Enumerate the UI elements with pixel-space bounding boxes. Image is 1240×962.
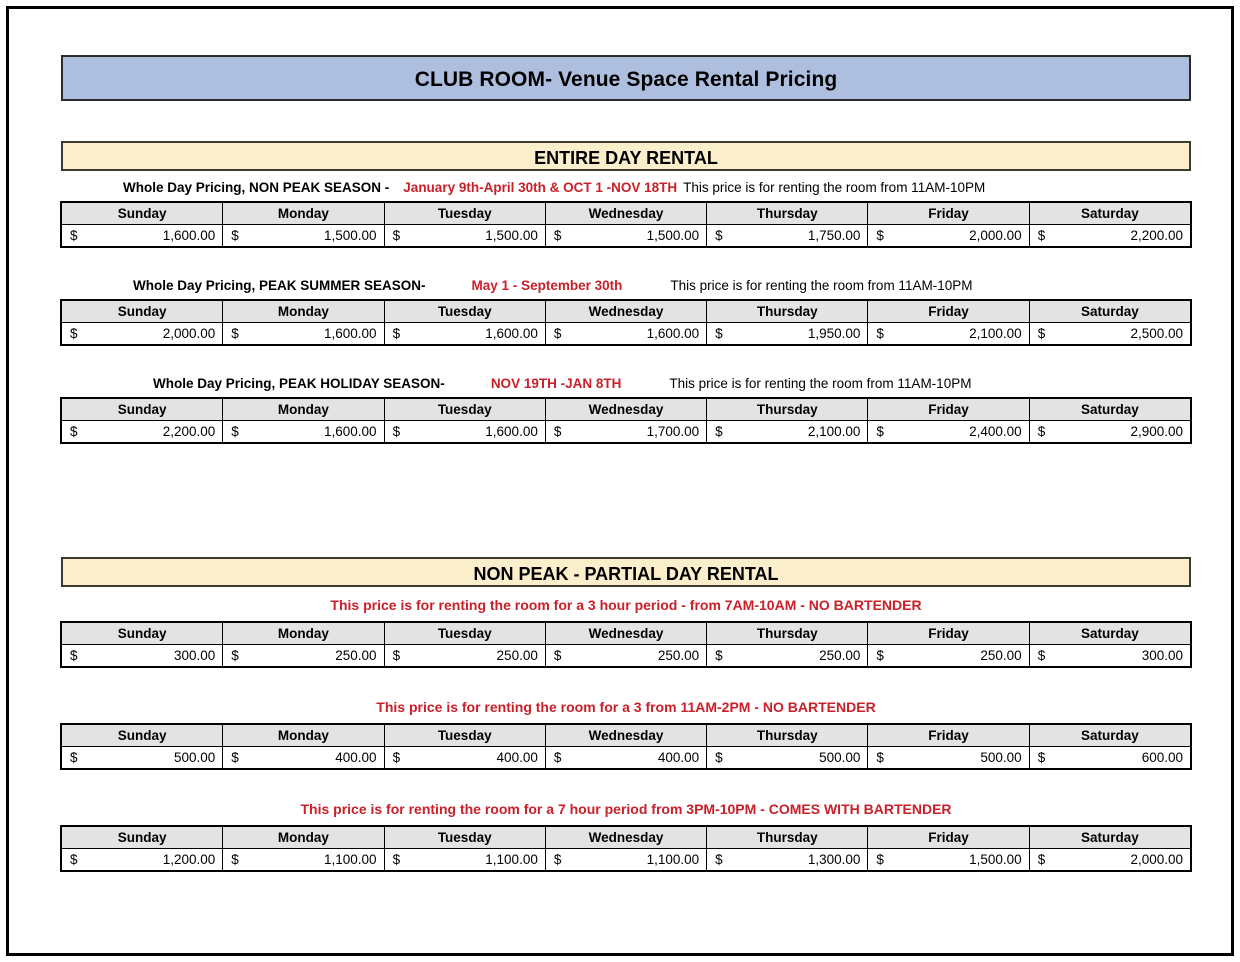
price-cell-wednesday [545,747,706,769]
currency-symbol: $ [70,326,78,341]
price-cell-friday [868,645,1029,667]
price-cell-sunday [62,225,223,247]
currency-symbol: $ [70,852,78,867]
table-header-row [62,301,1191,323]
table-header-row [62,399,1191,421]
table-header-row [62,623,1191,645]
column-header-tuesday: Tuesday [384,203,545,225]
price-amount: 500.00 [173,750,216,765]
document-title-banner: CLUB ROOM- Venue Space Rental Pricing [61,55,1191,101]
column-header-sunday: Sunday [62,725,223,747]
column-header-monday: Monday [223,725,384,747]
currency-symbol: $ [1037,424,1046,439]
section-header-non-peak-partial-day-rental: NON PEAK - PARTIAL DAY RENTAL [61,557,1191,587]
column-header-thursday: Thursday [707,623,868,645]
column-header-saturday: Saturday [1029,203,1190,225]
caption-label: Whole Day Pricing, PEAK SUMMER SEASON- [133,278,426,293]
currency-symbol: $ [70,648,78,663]
caption-label: Whole Day Pricing, PEAK HOLIDAY SEASON- [153,376,445,391]
price-cell-monday [223,747,384,769]
currency-symbol: $ [231,326,239,341]
price-amount: 250.00 [980,648,1022,663]
price-amount: 1,100.00 [646,852,700,867]
price-cell-monday [223,645,384,667]
caption-partial-11am-2pm: This price is for renting the room for a 3 from 11AM-2PM - NO BARTENDER [376,699,876,715]
price-cell-friday [868,849,1029,871]
spacer [61,769,1191,791]
currency-symbol: $ [553,228,562,243]
price-amount: 2,900.00 [1130,424,1183,439]
table-row [62,747,1191,769]
price-amount: 400.00 [335,750,377,765]
caption-partial-3pm-10pm: This price is for renting the room for a 7 hour period from 3PM-10PM - COMES WITH BARTENDER [300,801,952,817]
column-header-sunday: Sunday [62,827,223,849]
document-page [6,6,1234,956]
currency-symbol: $ [1037,228,1046,243]
price-cell-tuesday [384,747,545,769]
spacer [61,101,1191,141]
price-amount: 1,600.00 [324,424,377,439]
currency-symbol: $ [876,750,884,765]
currency-symbol: $ [231,228,239,243]
caption-note: This price is for renting the room from 11AM-10PM [669,376,972,391]
column-header-wednesday: Wednesday [545,623,706,645]
price-cell-wednesday [545,421,706,443]
price-table-partial-3pm-10pm [61,826,1191,871]
price-amount: 250.00 [335,648,377,663]
price-amount: 250.00 [657,648,700,663]
currency-symbol: $ [392,750,401,765]
price-cell-tuesday [384,225,545,247]
price-cell-friday [868,323,1029,345]
currency-symbol: $ [1037,326,1046,341]
price-cell-sunday [62,849,223,871]
currency-symbol: $ [70,228,78,243]
price-amount: 1,700.00 [646,424,700,439]
price-cell-tuesday [384,421,545,443]
column-header-tuesday: Tuesday [384,301,545,323]
currency-symbol: $ [392,424,401,439]
caption-peak-summer-season [61,269,1191,300]
currency-symbol: $ [715,648,723,663]
table-header-row [62,725,1191,747]
column-header-sunday: Sunday [62,623,223,645]
price-cell-wednesday [545,225,706,247]
column-header-monday: Monday [223,301,384,323]
column-header-friday: Friday [868,301,1029,323]
caption-non-peak-season [61,171,1191,202]
column-header-monday: Monday [223,399,384,421]
price-amount: 2,000.00 [1130,852,1183,867]
column-header-thursday: Thursday [707,203,868,225]
price-amount: 1,300.00 [807,852,861,867]
price-cell-monday [223,849,384,871]
column-header-tuesday: Tuesday [384,623,545,645]
caption-dates: NOV 19TH -JAN 8TH [490,376,622,391]
price-cell-saturday [1029,225,1190,247]
caption-label: Whole Day Pricing, NON PEAK SEASON - [123,180,390,195]
price-amount: 250.00 [819,648,861,663]
price-amount: 1,100.00 [324,852,377,867]
currency-symbol: $ [553,648,562,663]
price-cell-saturday [1029,421,1190,443]
caption-dates: January 9th-April 30th & OCT 1 -NOV 18TH [403,180,678,195]
caption-peak-holiday-season [61,367,1191,398]
price-cell-monday [223,421,384,443]
currency-symbol: $ [231,750,239,765]
price-table-peak-holiday-season [61,398,1191,443]
currency-symbol: $ [553,750,562,765]
currency-symbol: $ [876,326,884,341]
currency-symbol: $ [876,228,884,243]
column-header-wednesday: Wednesday [545,203,706,225]
price-cell-thursday [707,323,868,345]
price-amount: 500.00 [980,750,1022,765]
column-header-monday: Monday [223,203,384,225]
price-cell-wednesday [545,849,706,871]
table-header-row [62,203,1191,225]
price-amount: 300.00 [173,648,216,663]
spacer [61,667,1191,689]
price-table-partial-7am-10am [61,622,1191,667]
table-row [62,421,1191,443]
column-header-tuesday: Tuesday [384,827,545,849]
price-cell-tuesday [384,645,545,667]
currency-symbol: $ [876,648,884,663]
column-header-monday: Monday [223,827,384,849]
currency-symbol: $ [876,852,884,867]
spacer [61,247,1191,269]
pricing-sheet [61,55,1191,871]
price-amount: 1,600.00 [324,326,377,341]
price-amount: 400.00 [657,750,700,765]
currency-symbol: $ [392,852,401,867]
price-amount: 1,200.00 [162,852,216,867]
price-cell-sunday [62,421,223,443]
price-cell-saturday [1029,849,1190,871]
section-header-entire-day-rental: ENTIRE DAY RENTAL [61,141,1191,171]
column-header-monday: Monday [223,623,384,645]
currency-symbol: $ [1037,750,1046,765]
price-cell-thursday [707,225,868,247]
spacer [61,345,1191,367]
price-amount: 2,500.00 [1130,326,1183,341]
price-amount: 400.00 [496,750,538,765]
price-amount: 500.00 [819,750,861,765]
price-cell-monday [223,225,384,247]
price-cell-saturday [1029,747,1190,769]
price-amount: 1,500.00 [324,228,377,243]
price-amount: 1,600.00 [646,326,700,341]
price-amount: 1,500.00 [646,228,700,243]
column-header-friday: Friday [868,203,1029,225]
table-row [62,849,1191,871]
currency-symbol: $ [715,852,723,867]
price-cell-thursday [707,747,868,769]
price-cell-friday [868,225,1029,247]
price-amount: 1,500.00 [485,228,538,243]
currency-symbol: $ [231,424,239,439]
column-header-wednesday: Wednesday [545,399,706,421]
currency-symbol: $ [715,326,723,341]
price-cell-saturday [1029,323,1190,345]
price-cell-wednesday [545,323,706,345]
price-amount: 2,400.00 [969,424,1022,439]
currency-symbol: $ [231,648,239,663]
column-header-friday: Friday [868,399,1029,421]
currency-symbol: $ [392,648,401,663]
price-amount: 2,000.00 [969,228,1022,243]
currency-symbol: $ [1037,852,1046,867]
column-header-thursday: Thursday [707,301,868,323]
price-amount: 1,750.00 [807,228,861,243]
price-amount: 1,600.00 [485,424,538,439]
price-amount: 1,950.00 [807,326,861,341]
caption-partial-7am-10am: This price is for renting the room for a 3 hour period - from 7AM-10AM - NO BARTENDER [330,597,922,613]
currency-symbol: $ [553,852,562,867]
column-header-saturday: Saturday [1029,399,1190,421]
price-amount: 2,000.00 [162,326,216,341]
price-amount: 2,100.00 [807,424,861,439]
caption-note: This price is for renting the room from 11AM-10PM [670,278,973,293]
price-table-peak-summer-season [61,300,1191,345]
price-cell-sunday [62,645,223,667]
column-header-friday: Friday [868,725,1029,747]
currency-symbol: $ [876,424,884,439]
column-header-thursday: Thursday [707,725,868,747]
price-amount: 1,600.00 [485,326,538,341]
column-header-friday: Friday [868,623,1029,645]
price-cell-saturday [1029,645,1190,667]
column-header-sunday: Sunday [62,203,223,225]
price-amount: 250.00 [496,648,538,663]
caption-note: This price is for renting the room from 11AM-10PM [683,180,986,195]
currency-symbol: $ [715,424,723,439]
column-header-sunday: Sunday [62,399,223,421]
price-amount: 1,100.00 [485,852,538,867]
table-row [62,645,1191,667]
column-header-thursday: Thursday [707,827,868,849]
table-header-row [62,827,1191,849]
column-header-tuesday: Tuesday [384,399,545,421]
currency-symbol: $ [392,326,401,341]
currency-symbol: $ [715,228,723,243]
spacer [61,443,1191,517]
price-amount: 2,100.00 [969,326,1022,341]
currency-symbol: $ [553,326,562,341]
currency-symbol: $ [70,750,78,765]
column-header-wednesday: Wednesday [545,725,706,747]
price-table-non-peak-season [61,202,1191,247]
caption-dates: May 1 - September 30th [471,278,623,293]
price-cell-wednesday [545,645,706,667]
price-cell-thursday [707,645,868,667]
column-header-thursday: Thursday [707,399,868,421]
currency-symbol: $ [1037,648,1046,663]
price-amount: 1,500.00 [969,852,1022,867]
price-cell-friday [868,747,1029,769]
price-cell-friday [868,421,1029,443]
currency-symbol: $ [715,750,723,765]
column-header-saturday: Saturday [1029,827,1190,849]
price-cell-monday [223,323,384,345]
price-cell-sunday [62,323,223,345]
price-amount: 2,200.00 [162,424,216,439]
price-cell-sunday [62,747,223,769]
column-header-saturday: Saturday [1029,623,1190,645]
column-header-wednesday: Wednesday [545,301,706,323]
price-amount: 1,600.00 [162,228,216,243]
column-header-saturday: Saturday [1029,725,1190,747]
price-amount: 600.00 [1141,750,1183,765]
currency-symbol: $ [70,424,78,439]
currency-symbol: $ [553,424,562,439]
spacer [61,517,1191,557]
currency-symbol: $ [392,228,401,243]
table-row [62,323,1191,345]
price-cell-thursday [707,849,868,871]
currency-symbol: $ [231,852,239,867]
price-amount: 300.00 [1141,648,1183,663]
column-header-saturday: Saturday [1029,301,1190,323]
column-header-friday: Friday [868,827,1029,849]
price-cell-tuesday [384,323,545,345]
column-header-sunday: Sunday [62,301,223,323]
price-cell-tuesday [384,849,545,871]
column-header-tuesday: Tuesday [384,725,545,747]
table-row [62,225,1191,247]
price-cell-thursday [707,421,868,443]
price-amount: 2,200.00 [1130,228,1183,243]
price-table-partial-11am-2pm [61,724,1191,769]
column-header-wednesday: Wednesday [545,827,706,849]
